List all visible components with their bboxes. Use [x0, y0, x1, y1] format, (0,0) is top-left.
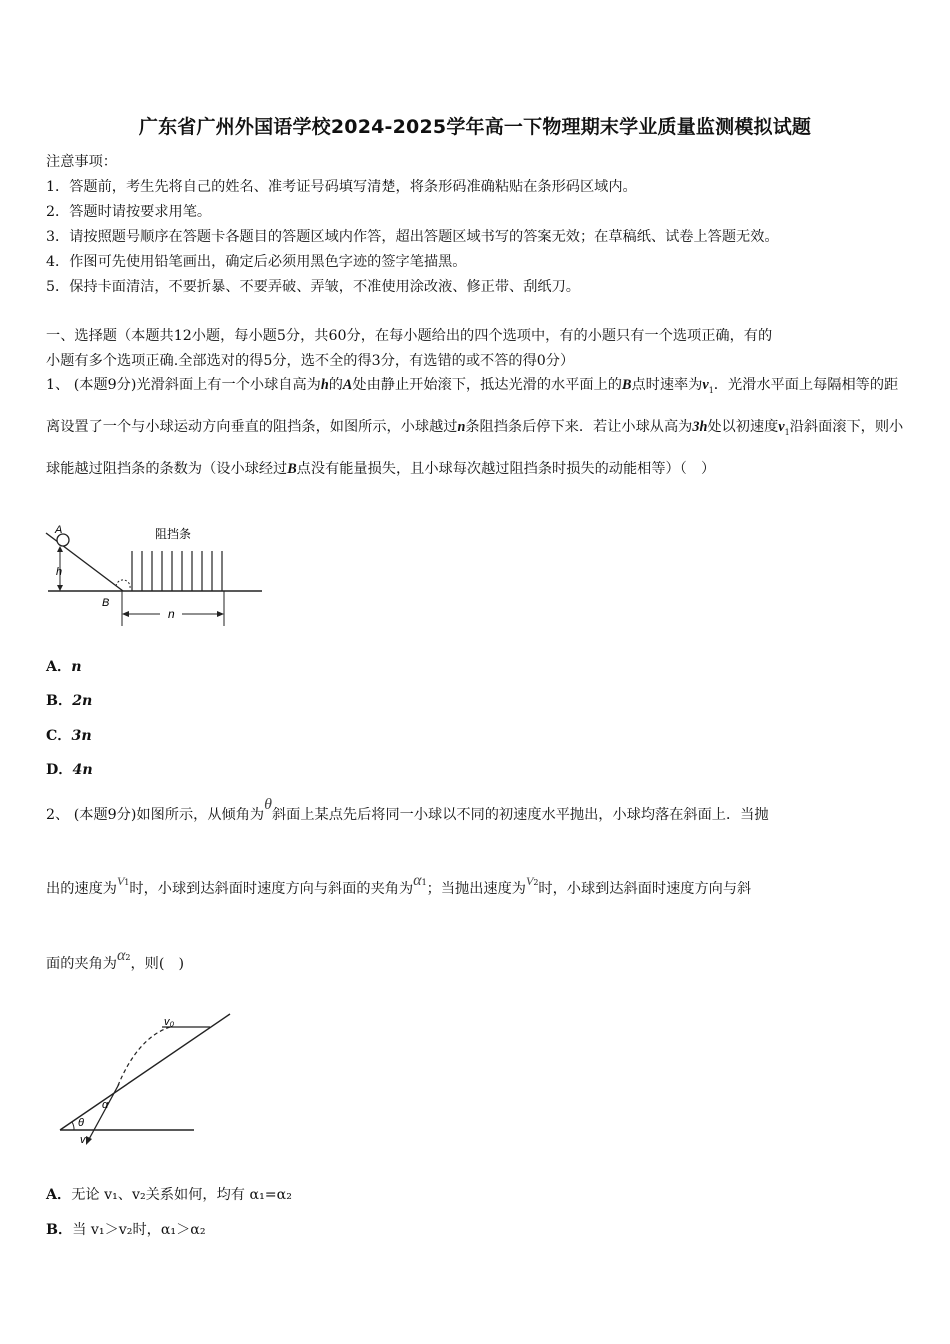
label-strip: 阻挡条 — [155, 527, 192, 541]
question-2-line-3: 面的夹角为$\alpha^2$，则( ) — [46, 947, 185, 972]
question-2-figure — [52, 1008, 242, 1148]
option-d[interactable]: D．4n — [46, 762, 93, 778]
notice-item: 2．答题时请按要求用笔。 — [46, 204, 212, 220]
page-title: 广东省广州外国语学校2024-2025学年高一下物理期末学业质量监测模拟试题 — [138, 116, 812, 138]
question-1-text: 1、 (本题9分)光滑斜面上有一个小球自高为h的A处由静止开始滚下，抵达光滑的水平面上的B点时速率为$v_1$．光滑水平面上每隔相等的距离设置了一个与小球运动方向垂直的阻挡条，如图所示，小球越过n条阻挡条后停下来．若让小球从高为3h处以初速度$v_1$沿斜面滚下，则小球能越过阻挡条的条数为（设小球经过B点没有能量损失，且小球每次越过阻挡条时损失的动能相等）（ ） — [46, 377, 904, 477]
label-theta: θ — [78, 1117, 84, 1129]
label-A: A — [55, 524, 63, 536]
label-h: h — [56, 566, 63, 578]
question-1-figure — [40, 518, 270, 630]
notice-item: 5．保持卡面清洁，不要折暴、不要弄破、弄皱，不准使用涂改液、修正带、刮纸刀。 — [46, 279, 580, 295]
option-a[interactable]: A．无论 v₁、v₂关系如何，均有 α₁=α₂ — [46, 1187, 292, 1203]
section-heading: 一、选择题（本题共12小题，每小题5分，共60分，在每小题给出的四个选项中，有的小题只有一个选项正确，有的 — [46, 328, 773, 344]
notice-heading: 注意事项： — [46, 154, 117, 170]
option-b[interactable]: B．2n — [46, 693, 93, 709]
option-b[interactable]: B．当 v₁＞v₂时，α₁＞α₂ — [46, 1222, 206, 1238]
label-B: B — [102, 597, 110, 609]
notice-item: 1．答题前，考生先将自己的姓名、准考证号码填写清楚，将条形码准确粘贴在条形码区域内。 — [46, 179, 637, 195]
notice-item: 3．请按照题号顺序在答题卡各题目的答题区域内作答，超出答题区域书写的答案无效；在草稿纸、试卷上答题无效。 — [46, 229, 779, 245]
question-2-line-1: 2、 (本题9分)如图所示，从倾角为θ斜面上某点先后将同一小球以不同的初速度水平抛出，小球均落在斜面上．当抛 — [46, 796, 769, 823]
label-n: n — [168, 607, 175, 621]
option-a[interactable]: A．n — [46, 659, 82, 675]
option-c[interactable]: C．3n — [46, 728, 92, 744]
label-alpha: α — [102, 1099, 109, 1111]
section-heading-cont: 小题有多个选项正确.全部选对的得5分，选不全的得3分，有选错的或不答的得0分） — [46, 353, 575, 369]
question-2-line-2: 出的速度为$^{V1}$时，小球到达斜面时速度方向与斜面的夹角为$\alpha^1$；当抛出速度为$^{V2}$时，小球到达斜面时速度方向与斜 — [46, 872, 752, 897]
notice-item: 4．作图可先使用铅笔画出，确定后必须用黑色字迹的签字笔描黑。 — [46, 254, 467, 270]
label-v0: v₀ — [164, 1016, 175, 1028]
label-v: v — [80, 1134, 86, 1146]
